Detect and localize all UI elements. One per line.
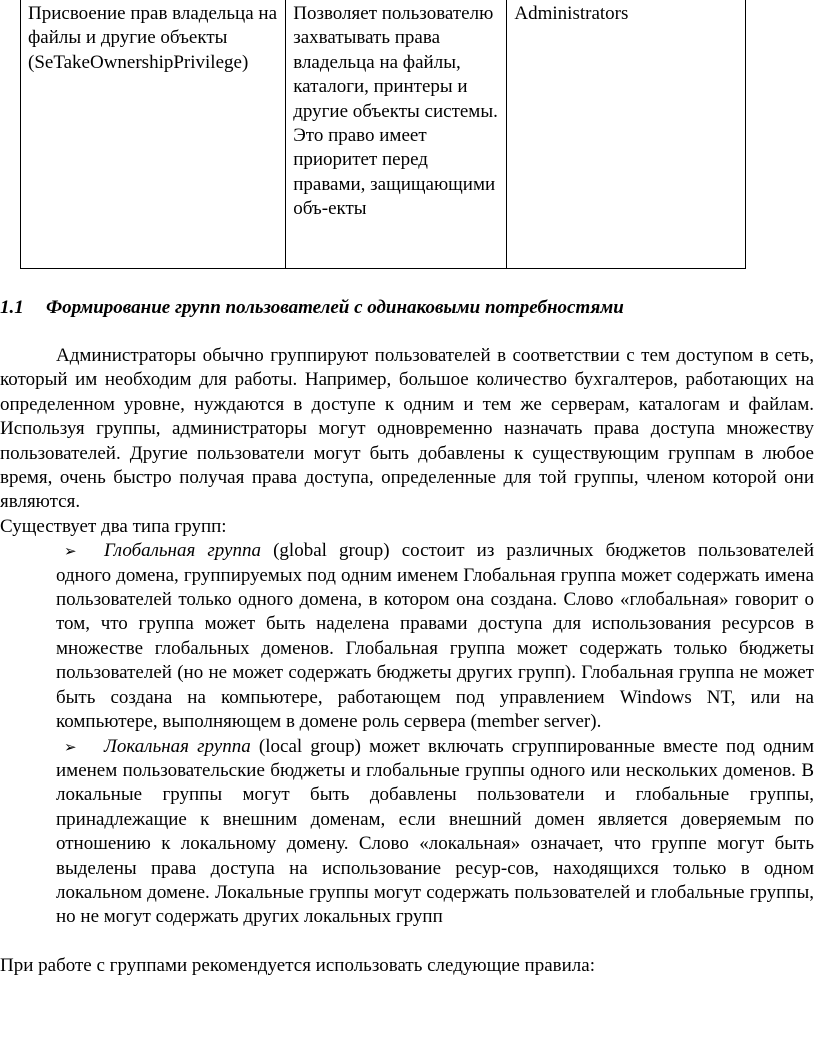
privilege-group-cell: Administrators: [507, 0, 746, 268]
arrow-bullet-icon: ➢: [64, 737, 77, 756]
table-row: [21, 0, 746, 268]
global-group-text: (global group) состоит из различных бюджетов пользователей одного домена, группируемых под одним именем Глобальная группа может содержать имена пользователей только одного домена, в котором она создана. Слово «глобальная» говорит о том, что группа может быть наделена правами доступа для использования ресурсов в множестве глобальных доменов. Глобальная группа может содержать только бюджеты пользователей (но не может содержать бюджеты других групп). Глобальная группа не может быть создана на компьютере, работающем под управлением Windows NT, или на компьютере, выполняющем в домене роль сервера (member server).: [56, 540, 814, 733]
list-item: [0, 735, 814, 930]
section-number: 1.1: [0, 297, 24, 318]
local-group-text: (local group) может включать сгруппированные вместе под одним именем пользовательские бюджеты и глобальные группы одного или нескольких доменов. В локальные группы могут быть добавлены пользователи и глобальные группы, принадлежащие к внешним доменам, если внешний домен является доверяемым по отношению к локальному домену. Слово «локальная» означает, что группе могут быть выделены права доступа на использование ресур-сов, находящихся только в одном локальном домене. Локальные группы могут содержать пользователей и глобальные группы, но не могут содержать других локальных групп: [56, 735, 814, 928]
global-group-term: Глобальная группа: [104, 540, 261, 562]
privileges-table: [20, 0, 746, 269]
closing-line: При работе с группами рекомендуется использовать следующие правила:: [0, 954, 595, 976]
global-group-paragraph: [56, 539, 814, 734]
arrow-bullet-icon: ➢: [64, 542, 77, 561]
section-title: Формирование групп пользователей с одинаковыми потребностями: [46, 297, 624, 318]
group-types-intro: Существует два типа групп:: [0, 515, 227, 537]
local-group-paragraph: [56, 735, 814, 930]
section-heading: [0, 296, 816, 320]
list-item: [0, 539, 814, 734]
body-text: [0, 344, 814, 978]
privilege-name-cell: Присвоение прав владельца на файлы и другие объекты (SeTakeOwnershipPrivilege): [21, 0, 286, 268]
intro-paragraph: Администраторы обычно группируют пользователей в соответствии с тем доступом в сеть, который им необходим для работы. Например, большое количество бухгалтеров, работающих на определенном уровне, нуждаются в доступе к одним и тем же серверам, каталогам и файлам. Используя группы, администраторы могут одновременно назначать права доступа множеству пользователей. Другие пользователи могут быть добавлены к существующим группам в любое время, очень быстро получая права доступа, определенные для той группы, членом которой они являются.: [0, 345, 814, 513]
local-group-term: Локальная группа: [104, 735, 251, 757]
spacer: [0, 930, 814, 954]
privilege-description-cell: Позволяет пользователю захватывать права владельца на файлы, каталоги, принтеры и другие объекты системы. Это право имеет приоритет перед правами, защищающими объ-екты: [286, 0, 507, 268]
